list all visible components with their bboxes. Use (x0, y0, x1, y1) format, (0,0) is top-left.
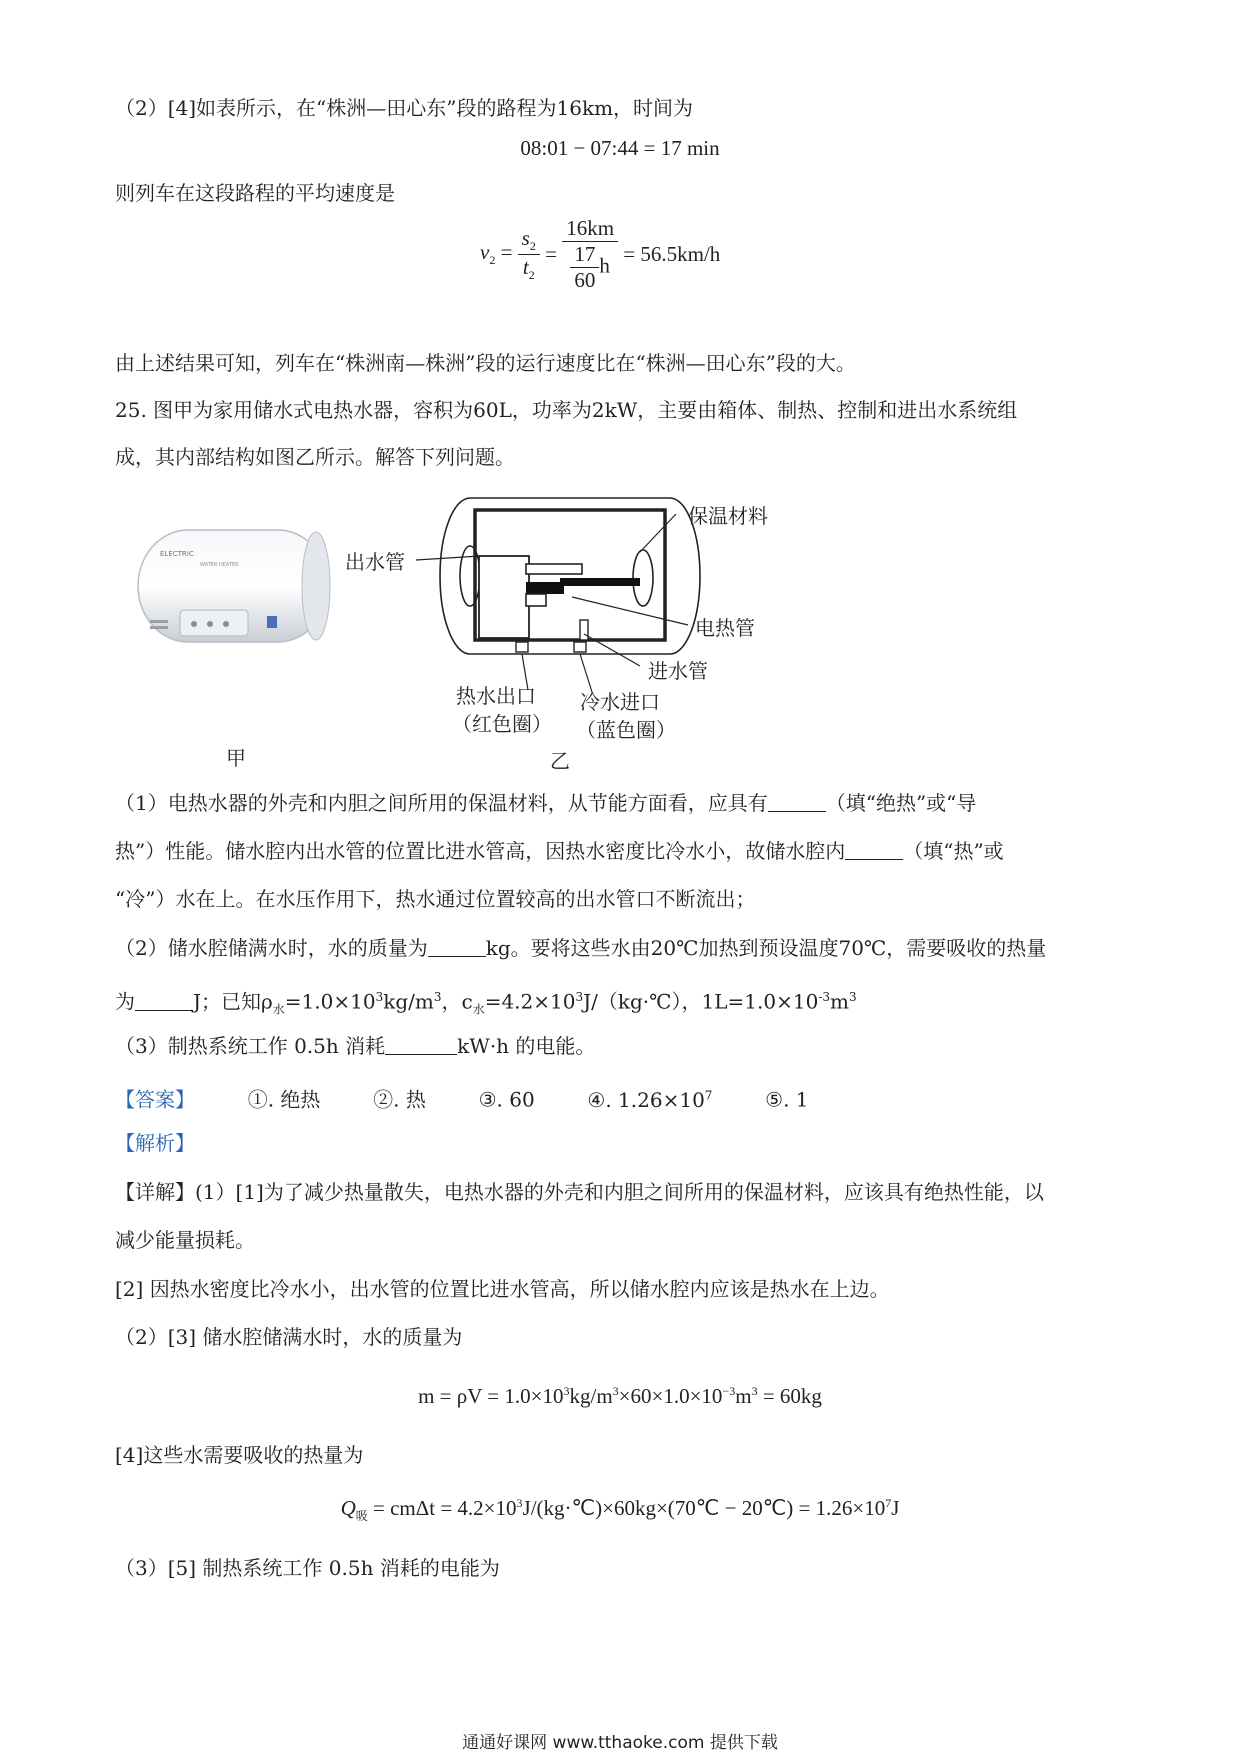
answer-4: ④. $1.26\times 10^7$ (587, 1087, 713, 1112)
heater-brand-subtext: WATER HEATER (200, 562, 239, 568)
label-outlet-pipe: 出水管 (345, 550, 405, 574)
fraction-s-t: $\frac{s_2}{t_2}$ (518, 226, 540, 283)
answer-blank-1 (768, 791, 826, 812)
question-25-line2: 成，其内部结构如图乙所示。解答下列问题。 (115, 445, 515, 469)
detail-line1: 【详解】(1）[1]为了减少热量散失，电热水器的外壳和内胆之间所用的保温材料，应该具有绝热性能，以 (115, 1180, 1044, 1204)
equation-velocity: $v_2$ = $\frac{s_2}{t_2}$ = 16km $\frac{17}{60}$ h = 56.5km/h (480, 216, 721, 292)
question-25-line1: 25. 图甲为家用储水式电热水器，容积为60L，功率为2kW，主要由箱体、制热、控制和进出水系统组 (115, 398, 1018, 422)
detail-line4: （2）[3] 储水腔储满水时，水的质量为 (115, 1325, 463, 1349)
detail-line2: 减少能量损耗。 (115, 1228, 255, 1252)
heater-brand-text: ELECTRIC (160, 550, 194, 558)
detail-line3: [2] 因热水密度比冷水小，出水管的位置比进水管高，所以储水腔内应该是热水在上边。 (115, 1277, 890, 1301)
answer-blank-4 (135, 990, 193, 1011)
subquestion-2-line2: 为 J；已知$\rho_水=1.0\times 10^3kg/m^3$，$c_水=4.2\times 10^3J/(kg\cdot℃)$，$1L=1.0\times 10^{-3}m^3$ (115, 989, 857, 1017)
label-cold-water-inlet: 冷水进口 (580, 690, 660, 714)
text-line: （2）[4]如表所示，在“株洲—田心东”段的路程为16km，时间为 (115, 96, 694, 120)
subquestion-2-line1: （2）储水腔储满水时，水的质量为 kg。要将这些水由20℃加热到预设温度70℃，需要吸收的热量 (115, 936, 1047, 960)
text-line: 由上述结果可知，列车在“株洲南—株洲”段的运行速度比在“株洲—田心东”段的大。 (115, 351, 856, 375)
label-insulation: 保温材料 (688, 504, 768, 528)
subquestion-1-line1: （1）电热水器的外壳和内胆之间所用的保温材料，从节能方面看，应具有 （填“绝热”或“导 (115, 791, 977, 815)
detail-line6: （3）[5] 制热系统工作 0.5h 消耗的电能为 (115, 1556, 500, 1580)
answer-5: ⑤. 1 (765, 1087, 809, 1112)
detail-line5: [4]这些水需要吸收的热量为 (115, 1443, 364, 1467)
answer-1: ①. 绝热 (247, 1087, 321, 1112)
answer-label: 【答案】 (115, 1087, 195, 1112)
leader-lines (0, 0, 1240, 760)
answer-blank-3 (428, 936, 486, 957)
equation-mass: $m = \rho V = 1.0\times 10^3kg/m^3\times 60\times 1.0\times 10^{-3}m^3 = 60kg$ (418, 1384, 822, 1408)
page-footer: 通通好课网 www.tthaoke.com 提供下载 (462, 1733, 778, 1753)
text-line: 则列车在这段路程的平均速度是 (115, 181, 395, 205)
label-heating-tube: 电热管 (695, 616, 755, 640)
subquestion-1-line2: 热”）性能。储水腔内出水管的位置比进水管高，因热水密度比冷水小，故储水腔内 （填“热”或 (115, 839, 1004, 863)
subquestion-3: （3）制热系统工作 0.5h 消耗 kW·h 的电能。 (115, 1034, 596, 1058)
label-inlet-pipe: 进水管 (648, 659, 708, 683)
answer-3: ③. 60 (478, 1087, 535, 1112)
analysis-label: 【解析】 (115, 1131, 195, 1155)
answer-2: ②. 热 (373, 1087, 426, 1112)
subquestion-1-line3: “冷”）水在上。在水压作用下，热水通过位置较高的出水管口不断流出； (115, 887, 756, 911)
equation-time: 08:01 − 07:44 = 17 min (520, 136, 720, 160)
label-hot-water-outlet-note: （红色圈） (452, 712, 552, 736)
fraction-16km: 16km $\frac{17}{60}$ h (562, 216, 618, 293)
equation-heat: $Q_吸 = cm\Delta t$ = $4.2\times 10^3J/(kg\cdot℃)\times 60kg\times(70℃$ − 20℃) = $1.26\times 10^7J$ (340, 1496, 900, 1524)
answer-blank-2 (845, 839, 903, 860)
label-cold-water-inlet-note: （蓝色圈） (576, 718, 676, 742)
answer-line (115, 1080, 809, 1115)
figure-caption-yi: 乙 (550, 749, 570, 773)
label-hot-water-outlet: 热水出口 (456, 684, 536, 708)
figure-caption-jia: 甲 (226, 746, 246, 770)
answer-blank-5 (385, 1034, 457, 1055)
